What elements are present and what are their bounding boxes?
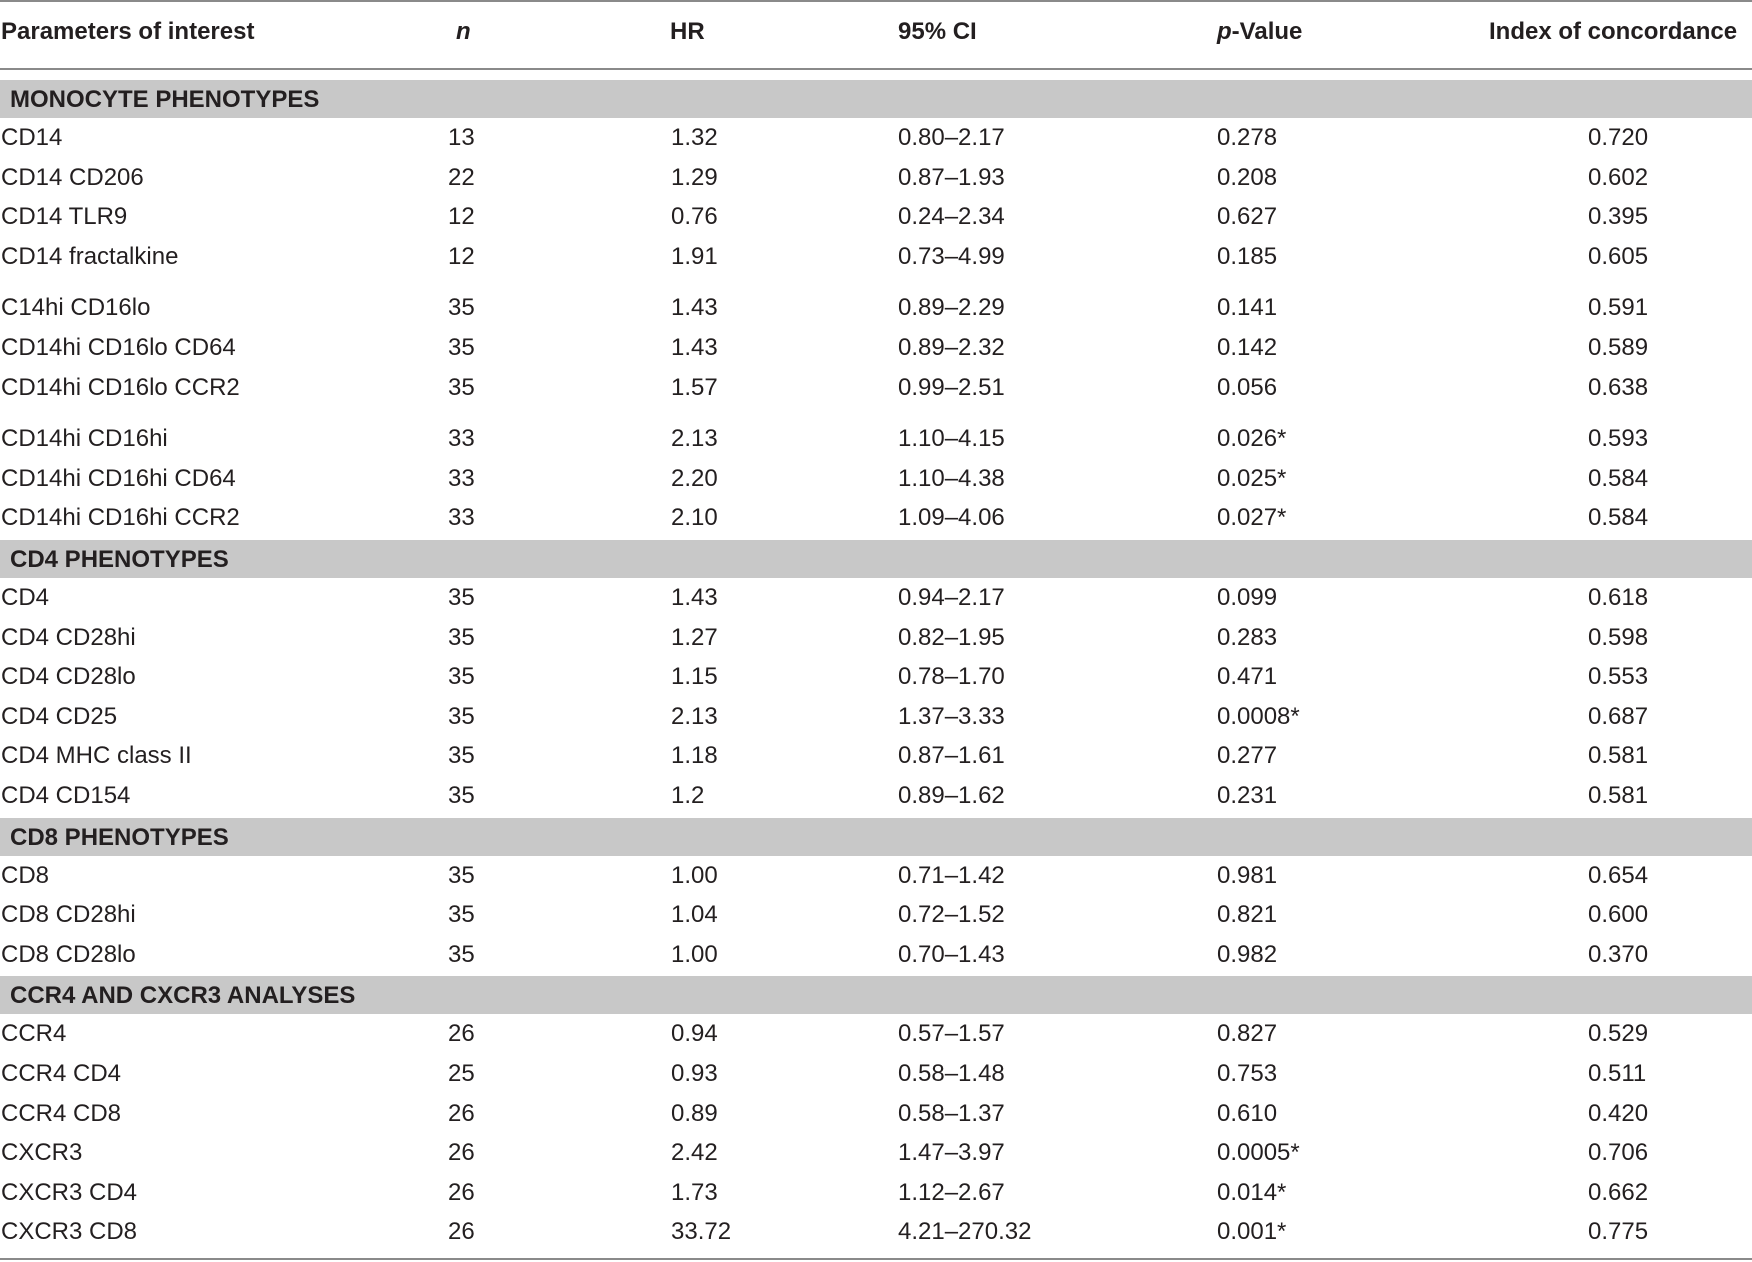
cell-param: CD8 xyxy=(1,861,50,889)
cell-hr: 1.43 xyxy=(671,584,718,611)
cell-hr: 1.04 xyxy=(671,901,718,929)
cell-ci: 1.10–4.38 xyxy=(898,464,1005,492)
cell-hr: 1.43 xyxy=(671,294,718,322)
cell-param: CCR4 xyxy=(1,1020,67,1048)
cell-n: 12 xyxy=(448,203,475,231)
cell-n: 35 xyxy=(448,940,475,968)
cell-idx: 0.638 xyxy=(1588,373,1649,401)
cell-n: 26 xyxy=(448,1139,475,1167)
table-row xyxy=(0,1212,1752,1252)
cell-p: 0.231 xyxy=(1217,782,1278,809)
cell-hr: 1.57 xyxy=(671,373,718,401)
cell-n: 26 xyxy=(448,1218,475,1246)
cell-idx: 0.511 xyxy=(1588,1060,1647,1087)
table-row xyxy=(0,197,1752,237)
cell-ci: 4.21–270.32 xyxy=(898,1218,1032,1246)
cell-p: 0.471 xyxy=(1217,663,1278,691)
cell-param: CD14hi CD16lo CCR2 xyxy=(1,373,240,401)
header-parameter: Parameters of interest xyxy=(1,18,255,45)
cell-p: 0.025* xyxy=(1217,464,1287,492)
table-row xyxy=(0,578,1752,618)
cell-hr: 1.43 xyxy=(671,334,718,361)
cell-ci: 0.72–1.52 xyxy=(898,901,1005,929)
cell-ci: 0.58–1.48 xyxy=(898,1060,1005,1087)
table-row xyxy=(0,1173,1752,1213)
section-title: CD4 PHENOTYPES xyxy=(10,546,229,573)
cell-p: 0.821 xyxy=(1217,901,1278,929)
cell-hr: 1.73 xyxy=(671,1178,718,1206)
header-index-concordance: Index of concordance xyxy=(1489,18,1738,45)
cell-n: 35 xyxy=(448,861,475,889)
cell-n: 35 xyxy=(448,663,475,691)
table-row xyxy=(0,935,1752,975)
cell-idx: 0.593 xyxy=(1588,425,1649,453)
cell-n: 12 xyxy=(448,242,475,270)
table-bottom-rule xyxy=(0,1258,1752,1260)
cell-p: 0.610 xyxy=(1217,1099,1278,1127)
cell-hr: 0.93 xyxy=(671,1060,718,1087)
table-row xyxy=(0,368,1752,408)
cell-idx: 0.662 xyxy=(1588,1178,1649,1206)
table-row xyxy=(0,498,1752,538)
cell-hr: 2.42 xyxy=(671,1139,718,1167)
cell-param: CD14hi CD16hi CD64 xyxy=(1,464,236,492)
section-header xyxy=(0,540,1752,578)
cell-ci: 0.89–2.29 xyxy=(898,294,1005,322)
table-row xyxy=(0,1014,1752,1054)
table-row xyxy=(0,237,1752,277)
cell-param: CCR4 CD4 xyxy=(1,1060,122,1087)
cell-n: 33 xyxy=(448,504,475,532)
cell-param: CD14hi CD16hi CCR2 xyxy=(1,504,240,532)
cell-n: 35 xyxy=(448,901,475,929)
cell-n: 13 xyxy=(448,124,475,151)
cell-p: 0.981 xyxy=(1217,861,1278,889)
cell-n: 25 xyxy=(448,1060,475,1087)
cell-param: CXCR3 CD4 xyxy=(1,1178,138,1206)
cell-p: 0.142 xyxy=(1217,334,1278,361)
cell-param: CD4 MHC class II xyxy=(1,742,192,770)
cell-param: CD4 xyxy=(1,584,50,611)
cell-ci: 1.09–4.06 xyxy=(898,504,1005,532)
cell-hr: 1.00 xyxy=(671,861,718,889)
cell-p: 0.141 xyxy=(1217,294,1278,322)
table-top-rule xyxy=(0,0,1752,2)
cell-hr: 1.27 xyxy=(671,623,718,651)
cell-param: C14hi CD16lo xyxy=(1,294,151,322)
cell-ci: 0.78–1.70 xyxy=(898,663,1005,691)
cell-ci: 0.94–2.17 xyxy=(898,584,1005,611)
cell-p: 0.753 xyxy=(1217,1060,1278,1087)
cell-n: 35 xyxy=(448,334,475,361)
cell-hr: 1.32 xyxy=(671,124,718,151)
cell-n: 33 xyxy=(448,425,475,453)
cell-n: 35 xyxy=(448,742,475,770)
cell-p: 0.0005* xyxy=(1217,1139,1300,1167)
table-row xyxy=(0,288,1752,328)
cell-idx: 0.395 xyxy=(1588,203,1649,231)
cell-idx: 0.605 xyxy=(1588,242,1649,270)
cell-idx: 0.581 xyxy=(1588,782,1649,809)
cell-idx: 0.529 xyxy=(1588,1020,1649,1048)
cell-hr: 2.10 xyxy=(671,504,718,532)
cell-idx: 0.618 xyxy=(1588,584,1649,611)
cell-hr: 1.2 xyxy=(671,782,705,809)
table-row xyxy=(0,1094,1752,1134)
cell-param: CD14hi CD16lo CD64 xyxy=(1,334,236,361)
cell-n: 35 xyxy=(448,373,475,401)
cell-n: 26 xyxy=(448,1020,475,1048)
table-row xyxy=(0,856,1752,896)
section-header xyxy=(0,818,1752,856)
cell-ci: 1.10–4.15 xyxy=(898,425,1005,453)
cell-ci: 1.12–2.67 xyxy=(898,1178,1005,1206)
cell-p: 0.014* xyxy=(1217,1178,1287,1206)
cell-param: CD8 CD28lo xyxy=(1,940,136,968)
cell-p: 0.001* xyxy=(1217,1218,1287,1246)
table-row xyxy=(0,1054,1752,1094)
cell-n: 35 xyxy=(448,623,475,651)
table-row xyxy=(0,618,1752,658)
cell-hr: 0.76 xyxy=(671,203,718,231)
cell-n: 26 xyxy=(448,1178,475,1206)
cell-param: CD14 fractalkine xyxy=(1,242,179,270)
cell-ci: 0.71–1.42 xyxy=(898,861,1005,889)
cell-p: 0.982 xyxy=(1217,940,1278,968)
cell-hr: 1.18 xyxy=(671,742,718,770)
cell-ci: 0.89–1.62 xyxy=(898,782,1005,809)
header-p-value xyxy=(1217,18,1302,46)
cell-idx: 0.584 xyxy=(1588,464,1649,492)
cell-param: CD4 CD28lo xyxy=(1,663,136,691)
cell-n: 22 xyxy=(448,163,475,191)
header-n xyxy=(456,18,471,46)
table-row xyxy=(0,776,1752,816)
cell-p: 0.208 xyxy=(1217,163,1278,191)
header-hr: HR xyxy=(670,18,705,45)
cell-idx: 0.775 xyxy=(1588,1218,1649,1246)
cell-idx: 0.598 xyxy=(1588,623,1649,651)
cell-hr: 1.00 xyxy=(671,940,718,968)
cell-param: CD8 CD28hi xyxy=(1,901,136,929)
cell-param: CD14 xyxy=(1,124,63,151)
cell-ci: 0.73–4.99 xyxy=(898,242,1005,270)
header-ci: 95% CI xyxy=(898,18,977,45)
cell-hr: 2.20 xyxy=(671,464,718,492)
table-row xyxy=(0,118,1752,158)
cell-n: 26 xyxy=(448,1099,475,1127)
cell-idx: 0.553 xyxy=(1588,663,1649,691)
table-row xyxy=(0,736,1752,776)
cell-idx: 0.581 xyxy=(1588,742,1649,770)
cell-ci: 1.47–3.97 xyxy=(898,1139,1005,1167)
cell-ci: 0.89–2.32 xyxy=(898,334,1005,361)
table-row xyxy=(0,419,1752,459)
cell-idx: 0.687 xyxy=(1588,702,1649,730)
cell-hr: 2.13 xyxy=(671,702,718,730)
section-header xyxy=(0,976,1752,1014)
cell-hr: 33.72 xyxy=(671,1218,732,1246)
cell-ci: 0.87–1.93 xyxy=(898,163,1005,191)
section-header xyxy=(0,80,1752,118)
cell-ci: 0.58–1.37 xyxy=(898,1099,1005,1127)
cell-p: 0.027* xyxy=(1217,504,1287,532)
header-rule xyxy=(0,68,1752,70)
cell-n: 35 xyxy=(448,294,475,322)
cell-param: CD14hi CD16hi xyxy=(1,425,168,453)
cell-ci: 1.37–3.33 xyxy=(898,702,1005,730)
cell-param: CD4 CD28hi xyxy=(1,623,136,651)
cell-hr: 1.15 xyxy=(671,663,718,691)
cell-hr: 1.29 xyxy=(671,163,718,191)
cell-idx: 0.602 xyxy=(1588,163,1649,191)
cell-ci: 0.24–2.34 xyxy=(898,203,1005,231)
cell-hr: 0.94 xyxy=(671,1020,718,1048)
section-title: CD8 PHENOTYPES xyxy=(10,823,229,851)
cell-idx: 0.584 xyxy=(1588,504,1649,532)
cell-n: 33 xyxy=(448,464,475,492)
cell-p: 0.827 xyxy=(1217,1020,1278,1048)
header-n-text: n xyxy=(456,18,471,45)
cell-param: CD4 CD25 xyxy=(1,702,118,730)
table-row xyxy=(0,1133,1752,1173)
cell-n: 35 xyxy=(448,782,475,809)
cell-hr: 1.91 xyxy=(671,242,718,270)
cell-ci: 0.57–1.57 xyxy=(898,1020,1005,1048)
table-row xyxy=(0,158,1752,198)
cell-param: CXCR3 xyxy=(1,1139,83,1167)
cell-idx: 0.589 xyxy=(1588,334,1649,361)
cell-idx: 0.591 xyxy=(1588,294,1649,322)
cell-idx: 0.654 xyxy=(1588,861,1649,889)
cell-ci: 0.82–1.95 xyxy=(898,623,1005,651)
table-row xyxy=(0,459,1752,499)
cell-param: CD14 CD206 xyxy=(1,163,144,191)
table-row xyxy=(0,895,1752,935)
cell-ci: 0.99–2.51 xyxy=(898,373,1005,401)
cell-param: CD14 TLR9 xyxy=(1,203,128,231)
cell-p: 0.026* xyxy=(1217,425,1287,453)
cell-ci: 0.87–1.61 xyxy=(898,742,1005,770)
cell-idx: 0.706 xyxy=(1588,1139,1649,1167)
table-row xyxy=(0,697,1752,737)
cell-hr: 0.89 xyxy=(671,1099,718,1127)
cell-param: CCR4 CD8 xyxy=(1,1099,122,1127)
cell-param: CD4 CD154 xyxy=(1,782,131,809)
cell-p: 0.278 xyxy=(1217,124,1278,151)
cell-p: 0.277 xyxy=(1217,742,1278,770)
cell-p: 0.185 xyxy=(1217,242,1278,270)
cell-ci: 0.70–1.43 xyxy=(898,940,1005,968)
cell-p: 0.0008* xyxy=(1217,702,1300,730)
cell-idx: 0.720 xyxy=(1588,124,1649,151)
section-title: CCR4 AND CXCR3 ANALYSES xyxy=(10,982,356,1010)
cell-hr: 2.13 xyxy=(671,425,718,453)
cell-p: 0.099 xyxy=(1217,584,1278,611)
header-p-italic: p xyxy=(1217,18,1232,45)
table-row xyxy=(0,328,1752,368)
cell-idx: 0.370 xyxy=(1588,940,1649,968)
cell-param: CXCR3 CD8 xyxy=(1,1218,138,1246)
cell-n: 35 xyxy=(448,584,475,611)
cell-n: 35 xyxy=(448,702,475,730)
cell-idx: 0.600 xyxy=(1588,901,1649,929)
header-p-rest: -Value xyxy=(1231,18,1303,45)
cell-idx: 0.420 xyxy=(1588,1099,1649,1127)
section-title: MONOCYTE PHENOTYPES xyxy=(10,86,320,113)
cell-p: 0.056 xyxy=(1217,373,1278,401)
cell-ci: 0.80–2.17 xyxy=(898,124,1005,151)
table-row xyxy=(0,657,1752,697)
cell-p: 0.283 xyxy=(1217,623,1278,651)
cell-p: 0.627 xyxy=(1217,203,1278,231)
